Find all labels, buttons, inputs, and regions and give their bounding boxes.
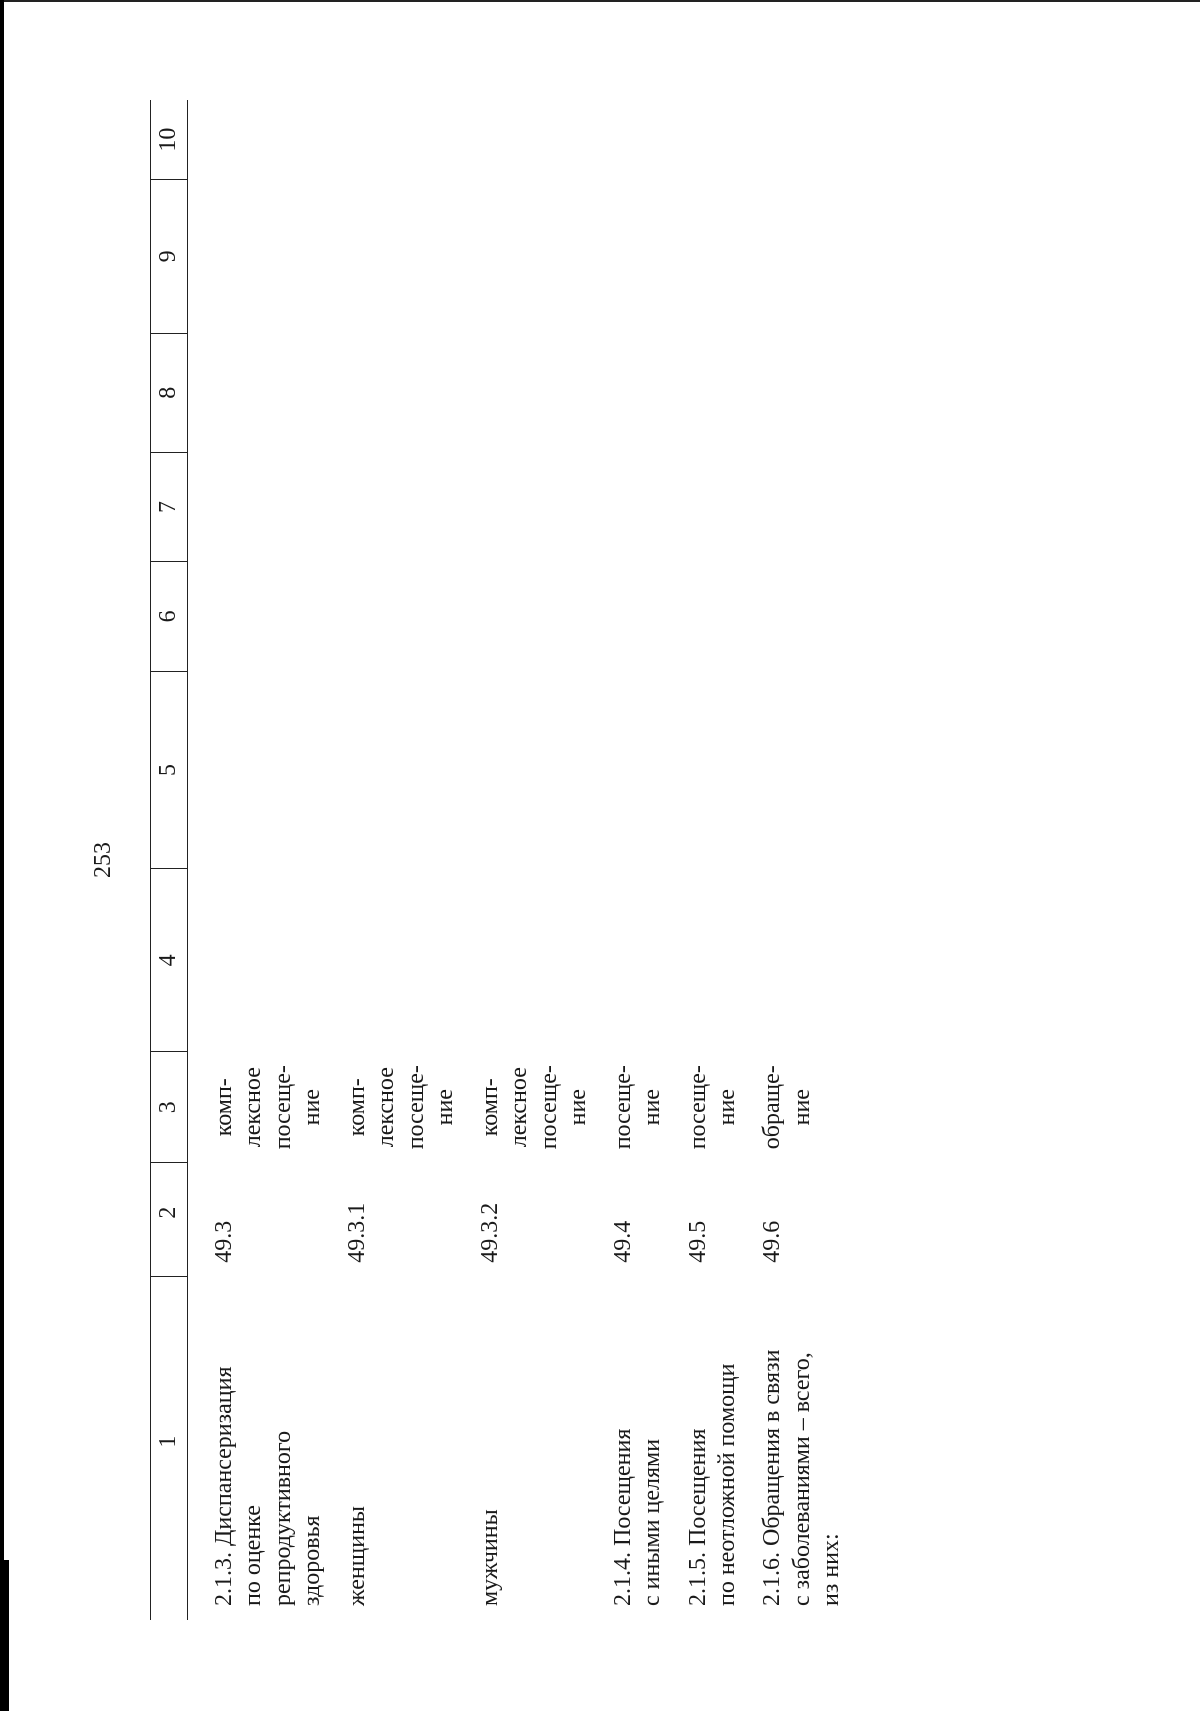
table-row (593, 100, 668, 1620)
empty-cell (460, 333, 593, 452)
row-unit-line: посеще- (402, 1065, 429, 1150)
row-unit-cell (327, 1052, 460, 1163)
row-name-cell (593, 1277, 668, 1620)
row-name-line: 2.1.4. Посещения (610, 1428, 637, 1606)
empty-cell (742, 100, 846, 180)
empty-cell (668, 452, 743, 561)
empty-cell (668, 562, 743, 671)
empty-cell (327, 100, 460, 180)
row-name-cell (668, 1277, 743, 1620)
empty-cell (188, 869, 328, 1052)
row-unit-line: посеще- (269, 1065, 296, 1150)
row-name-line: здоровья (298, 1515, 325, 1606)
column-header: 8 (151, 333, 188, 452)
row-unit-line: лексное (373, 1067, 400, 1148)
column-header: 5 (151, 671, 188, 869)
row-unit-line: посеще- (610, 1065, 637, 1150)
row-unit-line: ние (713, 1089, 740, 1126)
row-unit-line: ние (298, 1089, 325, 1126)
row-unit-line: посеще- (535, 1065, 562, 1150)
empty-cell (593, 869, 668, 1052)
column-header: 9 (151, 180, 188, 334)
table-row (668, 100, 743, 1620)
empty-cell (460, 452, 593, 561)
empty-cell (593, 452, 668, 561)
row-code-cell: 49.5 (684, 1220, 711, 1263)
row-code-cell: 49.3.1 (344, 1202, 371, 1263)
empty-cell (668, 180, 743, 334)
table-row (460, 100, 593, 1620)
row-name-line: 2.1.3. Диспансеризация (211, 1366, 237, 1606)
scan-left-edge-shadow (0, 1560, 9, 1711)
empty-cell (742, 180, 846, 334)
row-name-line: с иными целями (639, 1438, 666, 1606)
row-unit-line: ние (564, 1089, 591, 1126)
empty-cell (593, 562, 668, 671)
table-header-row (151, 100, 188, 1620)
empty-cell (460, 671, 593, 869)
row-name-line: из них: (817, 1533, 844, 1606)
empty-cell (668, 100, 743, 180)
row-unit-line: ние (431, 1089, 458, 1126)
empty-cell (593, 671, 668, 869)
row-unit-line: посеще- (684, 1065, 711, 1150)
row-unit-cell (460, 1052, 593, 1163)
empty-cell (668, 333, 743, 452)
column-header: 6 (151, 562, 188, 671)
row-unit-line: обраще- (759, 1065, 786, 1150)
row-code-cell: 49.3 (211, 1220, 237, 1263)
empty-cell (668, 869, 743, 1052)
row-unit-cell (742, 1052, 846, 1163)
column-header: 4 (151, 869, 188, 1052)
row-unit-line: комп- (344, 1078, 371, 1137)
row-unit-cell (668, 1052, 743, 1163)
empty-cell (593, 180, 668, 334)
empty-cell (188, 562, 328, 671)
empty-cell (742, 869, 846, 1052)
row-name-line: по оценке (240, 1505, 267, 1606)
table-row (188, 100, 328, 1620)
row-unit-cell (593, 1052, 668, 1163)
empty-cell (327, 452, 460, 561)
scan-left-edge (0, 0, 4, 1711)
row-name-line: мужчины (477, 1509, 504, 1606)
empty-cell (742, 562, 846, 671)
row-unit-line: ние (639, 1089, 666, 1126)
row-unit-cell (188, 1052, 328, 1163)
table-row (327, 100, 460, 1620)
empty-cell (327, 562, 460, 671)
row-name-line: женщины (344, 1505, 371, 1606)
row-unit-line: лексное (240, 1067, 267, 1148)
empty-cell (460, 869, 593, 1052)
row-name-cell (460, 1277, 593, 1620)
empty-cell (742, 671, 846, 869)
row-unit-line: лексное (506, 1067, 533, 1148)
row-name-line: репродуктивного (269, 1430, 296, 1606)
row-unit-line: комп- (211, 1078, 237, 1137)
column-header: 3 (151, 1052, 188, 1163)
empty-cell (593, 333, 668, 452)
empty-cell (742, 333, 846, 452)
empty-cell (668, 671, 743, 869)
column-header: 1 (151, 1277, 188, 1620)
row-name-line: 2.1.6. Обращения в связи (759, 1349, 786, 1606)
row-name-line: 2.1.5. Посещения (684, 1428, 711, 1606)
empty-cell (327, 180, 460, 334)
row-name-cell (742, 1277, 846, 1620)
empty-cell (188, 452, 328, 561)
row-unit-line: комп- (477, 1078, 504, 1137)
data-table (150, 100, 846, 1620)
empty-cell (188, 333, 328, 452)
empty-cell (188, 180, 328, 334)
column-header: 2 (151, 1162, 188, 1276)
empty-cell (460, 562, 593, 671)
page-number: 253 (90, 842, 116, 878)
empty-cell (327, 671, 460, 869)
empty-cell (742, 452, 846, 561)
empty-cell (188, 100, 328, 180)
scan-top-edge (0, 0, 1200, 2)
empty-cell (593, 100, 668, 180)
empty-cell (327, 333, 460, 452)
table-row (742, 100, 846, 1620)
empty-cell (460, 180, 593, 334)
row-name-line: по неотложной помощи (713, 1363, 740, 1606)
row-code-cell: 49.4 (610, 1220, 637, 1263)
empty-cell (327, 869, 460, 1052)
empty-cell (188, 671, 328, 869)
rotated-page (90, 100, 1150, 1620)
table-body (188, 100, 847, 1620)
row-code-cell: 49.3.2 (477, 1202, 504, 1263)
row-code-cell: 49.6 (759, 1220, 786, 1263)
column-header: 7 (151, 452, 188, 561)
column-header: 10 (151, 100, 188, 180)
row-name-line: с заболеваниями – всего, (788, 1352, 815, 1606)
empty-cell (460, 100, 593, 180)
row-unit-line: ние (788, 1089, 815, 1126)
row-name-cell (188, 1277, 328, 1620)
row-name-cell (327, 1277, 460, 1620)
